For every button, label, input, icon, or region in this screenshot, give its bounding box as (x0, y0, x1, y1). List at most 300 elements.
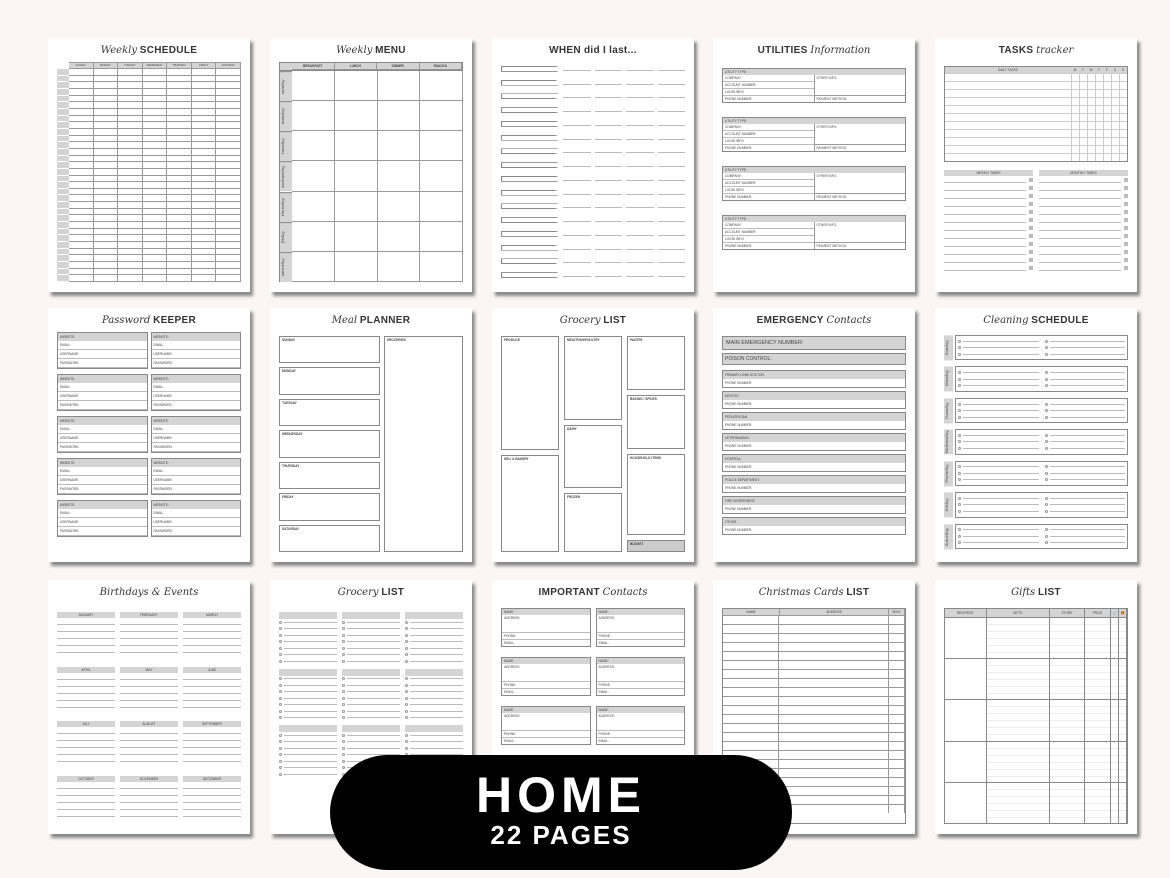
field-label: PASSWORD: (58, 485, 147, 494)
field-label: ADDRESS: (597, 713, 685, 731)
schedule-cell (216, 222, 241, 229)
task-line (1039, 242, 1121, 247)
event-line (120, 632, 178, 639)
event-line (120, 687, 178, 694)
check-cell (1095, 98, 1103, 105)
date-line (595, 67, 623, 71)
schedule-cell (118, 96, 143, 103)
column-header: GIFTS (987, 609, 1050, 617)
phone-label: PHONE NUMBER: (725, 507, 752, 511)
page-title (501, 586, 685, 604)
schedule-cell (118, 82, 143, 89)
checkbox (1029, 242, 1033, 246)
schedule-cell (192, 195, 217, 202)
item-line (410, 717, 463, 718)
schedule-cell (69, 76, 94, 83)
schedule-cell (167, 142, 192, 149)
daily-tasks-header: DAILY TASKS (998, 68, 1018, 72)
menu-cell (335, 71, 378, 101)
day-label: Monday (944, 366, 953, 391)
event-line (120, 646, 178, 653)
date-line (563, 163, 591, 167)
table-cell (779, 679, 889, 687)
schedule-cell (192, 176, 217, 183)
chore-line (1050, 441, 1126, 442)
table-cell (1111, 659, 1119, 699)
item-line (284, 635, 337, 636)
title-script: Gifts (1011, 587, 1036, 598)
date-line (626, 191, 654, 195)
table-cell (889, 760, 905, 768)
contact-label: DENTIST: (723, 392, 905, 400)
schedule-cell (192, 215, 217, 222)
field-label: EMAIL: (58, 467, 147, 476)
contact-label: POLICE DEPARTMENT: (723, 476, 905, 484)
event-line (183, 646, 241, 653)
field-label: PASSWORD: (152, 527, 241, 536)
schedule-cell (216, 142, 241, 149)
section-header (405, 725, 463, 732)
table-cell (889, 733, 905, 741)
task-tag (501, 176, 559, 182)
check-cell (1095, 154, 1103, 161)
check-cell (1079, 146, 1087, 153)
chore-line (963, 354, 1039, 355)
contact-block (501, 657, 591, 696)
schedule-cell (216, 189, 241, 196)
event-line (120, 789, 178, 796)
field-label: USERNAME: (58, 476, 147, 485)
field-label: PHONE NUMBER: (725, 97, 752, 101)
title-bold: WHEN did I last... (549, 45, 637, 56)
task-line (1039, 194, 1121, 199)
item-line (410, 685, 463, 686)
check-cell (1095, 122, 1103, 129)
field-label: NAME: (502, 707, 590, 713)
event-line (183, 734, 241, 741)
title-bold: TASKS (998, 45, 1034, 56)
event-line (120, 625, 178, 632)
schedule-cell (216, 149, 241, 156)
cell (280, 63, 292, 70)
cell (945, 146, 1071, 153)
item-line (410, 748, 463, 749)
groceries-label: GROCERIES (386, 338, 406, 342)
time-cell (57, 182, 69, 189)
event-line (57, 782, 115, 789)
checkbox (1124, 250, 1128, 254)
check-cell (1119, 106, 1127, 113)
checkbox (1029, 178, 1033, 182)
event-line (57, 748, 115, 755)
schedule-cell (118, 162, 143, 169)
field-label: COMPANY: (723, 173, 814, 180)
field-label: PHONE NUMBER: (725, 146, 752, 150)
table-cell (723, 625, 779, 633)
schedule-cell (69, 189, 94, 196)
table-cell (889, 616, 905, 624)
day-label: Thursday (944, 461, 953, 486)
field-label: LOGIN INFO: (723, 89, 814, 96)
checkbox (1124, 234, 1128, 238)
field-label: PAYMENT METHOD: (816, 195, 847, 199)
schedule-cell (216, 209, 241, 216)
item-line (410, 641, 463, 642)
schedule-cell (118, 89, 143, 96)
table-cell (1085, 783, 1111, 823)
schedule-cell (192, 189, 217, 196)
schedule-cell (143, 169, 168, 176)
schedule-cell (143, 209, 168, 216)
schedule-cell (216, 215, 241, 222)
field-label: USERNAME: (152, 392, 241, 401)
check-cell (1079, 138, 1087, 145)
chore-line (1050, 529, 1126, 530)
schedule-cell (143, 109, 168, 116)
schedule-cell (94, 149, 119, 156)
task-line (944, 258, 1026, 263)
phone-label: PHONE NUMBER: (725, 465, 752, 469)
contact-label: FIRE DEPARTMENT: (723, 497, 905, 505)
main-emergency-number: MAIN EMERGENCY NUMBER: (722, 336, 906, 350)
title-script: Grocery (559, 315, 601, 326)
table-cell (779, 706, 889, 714)
table-cell (1050, 618, 1085, 658)
task-tag (501, 272, 559, 278)
check-cell (1111, 138, 1119, 145)
task-tag (501, 231, 559, 237)
page-title (279, 44, 463, 62)
check-cell (1119, 146, 1127, 153)
chore-line (963, 372, 1039, 373)
checkbox (1124, 226, 1128, 230)
check-cell (1087, 146, 1095, 153)
event-line (183, 639, 241, 646)
task-line (1039, 266, 1121, 271)
field-label: USERNAME: (58, 350, 147, 359)
date-line (626, 259, 654, 263)
check-cell (1095, 90, 1103, 97)
section-header (279, 669, 337, 676)
schedule-cell (192, 82, 217, 89)
month-header: JANUARY (57, 612, 115, 618)
schedule-cell (216, 136, 241, 143)
day-header: T (1098, 68, 1100, 72)
check-cell (1111, 90, 1119, 97)
table-cell (1119, 783, 1127, 823)
table-cell (779, 661, 889, 669)
page-body (57, 604, 241, 824)
event-line (183, 618, 241, 625)
schedule-cell (143, 129, 168, 136)
check-cell (1119, 154, 1127, 161)
schedule-cell (143, 242, 168, 249)
table-cell (779, 787, 889, 795)
field-label: PASSWORD: (152, 485, 241, 494)
phone-label: PHONE NUMBER: (725, 444, 752, 448)
menu-cell (292, 71, 335, 101)
menu-cell (335, 101, 378, 131)
chore-line (1050, 354, 1126, 355)
chore-line (963, 404, 1039, 405)
phone-label: PHONE NUMBER: (725, 402, 752, 406)
check-cell (1079, 90, 1087, 97)
field-label: EMAIL: (152, 383, 241, 392)
field-label: EMAIL: (58, 509, 147, 518)
month-header: SEPTEMBER (183, 721, 241, 727)
day-header: T (1082, 68, 1084, 72)
task-tag (501, 135, 559, 141)
table-cell (945, 618, 987, 658)
time-cell (57, 162, 69, 169)
schedule-cell (216, 262, 241, 269)
table-cell (945, 659, 987, 699)
schedule-cell (118, 189, 143, 196)
password-block (151, 332, 242, 369)
field-label: COMPANY: (723, 124, 814, 131)
schedule-cell (118, 235, 143, 242)
task-line (1039, 234, 1121, 239)
chore-line (963, 347, 1039, 348)
event-line (57, 803, 115, 810)
check-cell (1071, 138, 1079, 145)
time-cell (57, 109, 69, 116)
check-cell (1111, 122, 1119, 129)
title-bold: MENU (375, 45, 406, 56)
schedule-cell (69, 129, 94, 136)
field-label: PHONE: (597, 633, 685, 640)
date-line (595, 177, 623, 181)
item-line (410, 698, 463, 699)
field-label: PASSWORD: (152, 401, 241, 410)
table-cell (1050, 700, 1085, 740)
date-line (563, 67, 591, 71)
menu-cell (420, 252, 463, 282)
item-line (410, 622, 463, 623)
event-line (120, 741, 178, 748)
schedule-cell (69, 162, 94, 169)
schedule-cell (216, 176, 241, 183)
menu-cell (292, 101, 335, 131)
page-title (722, 44, 906, 62)
date-line (658, 273, 686, 277)
schedule-cell (69, 102, 94, 109)
date-line (563, 177, 591, 181)
task-line (944, 234, 1026, 239)
menu-cell (420, 192, 463, 222)
title-bold: KEEPER (153, 315, 196, 326)
planner-page-birthdays (48, 580, 250, 834)
field-label: WEBSITE: (58, 417, 147, 425)
planner-page-lastdone (492, 38, 694, 292)
schedule-cell (118, 136, 143, 143)
checkbox (1124, 218, 1128, 222)
schedule-cell (143, 136, 168, 143)
schedule-cell (167, 269, 192, 276)
date-line (658, 204, 686, 208)
table-cell (723, 634, 779, 642)
checkbox (1029, 266, 1033, 270)
field-label: PHONE NUMBER: (725, 195, 752, 199)
schedule-cell (216, 109, 241, 116)
date-line (658, 122, 686, 126)
schedule-cell (94, 275, 119, 282)
menu-cell (292, 131, 335, 161)
chore-line (963, 341, 1039, 342)
event-line (183, 727, 241, 734)
check-cell (1111, 154, 1119, 161)
column-header: DINNER (377, 63, 420, 70)
item-line (284, 717, 337, 718)
field-label: PHONE: (502, 682, 590, 689)
field-label: PASSWORD: (58, 527, 147, 536)
title-script: Cleaning (983, 315, 1029, 326)
table-cell (723, 679, 779, 687)
title-bold: LIST (846, 587, 870, 598)
table-cell (889, 724, 905, 732)
chore-line (1050, 473, 1126, 474)
item-line (284, 628, 337, 629)
month-header: DECEMBER (183, 776, 241, 782)
check-cell (1103, 130, 1111, 137)
section-header (405, 669, 463, 676)
column-header: TUESDAY (118, 62, 143, 69)
table-cell (723, 661, 779, 669)
schedule-cell (167, 89, 192, 96)
item-line (347, 698, 400, 699)
schedule-cell (192, 96, 217, 103)
utility-block (722, 166, 906, 201)
task-line (944, 186, 1026, 191)
field-label: ACCOUNT NUMBER: (723, 229, 814, 236)
checkbox (1029, 186, 1033, 190)
time-cell (57, 136, 69, 143)
schedule-cell (216, 82, 241, 89)
check-cell (1087, 114, 1095, 121)
chore-line (1050, 404, 1126, 405)
date-line (658, 81, 686, 85)
section-label: BAKING / SPICES (630, 397, 657, 402)
schedule-cell (192, 249, 217, 256)
table-cell (723, 616, 779, 624)
schedule-cell (143, 82, 168, 89)
item-line (284, 754, 337, 755)
date-line (595, 273, 623, 277)
menu-cell (335, 161, 378, 191)
page-title (722, 586, 906, 604)
time-cell (57, 242, 69, 249)
menu-cell (335, 131, 378, 161)
table-cell (1085, 659, 1111, 699)
check-cell (1103, 74, 1111, 81)
menu-cell (420, 101, 463, 131)
item-line (347, 711, 400, 712)
column-header: FRIDAY (192, 62, 217, 69)
table-cell (1111, 618, 1119, 658)
schedule-cell (94, 269, 119, 276)
section-header (342, 612, 400, 619)
schedule-cell (192, 209, 217, 216)
utility-block (722, 68, 906, 103)
section-header (279, 612, 337, 619)
event-line (57, 755, 115, 762)
page-title (57, 314, 241, 332)
item-line (284, 691, 337, 692)
time-cell (57, 249, 69, 256)
field-label: PHONE: (502, 633, 590, 640)
field-label: EMAIL: (58, 341, 147, 350)
schedule-cell (167, 255, 192, 262)
event-line (183, 741, 241, 748)
table-cell (889, 679, 905, 687)
day-label: MONDAY (282, 369, 296, 374)
cell (945, 154, 1071, 161)
schedule-cell (118, 222, 143, 229)
day-label: friday (280, 222, 292, 252)
schedule-cell (167, 242, 192, 249)
field-label: EMAIL: (152, 467, 241, 476)
event-line (57, 810, 115, 817)
password-block (57, 416, 148, 453)
table-cell (987, 659, 1050, 699)
check-cell (1103, 82, 1111, 89)
schedule-cell (167, 136, 192, 143)
day-label: FRIDAY (282, 495, 294, 500)
password-block (57, 500, 148, 537)
schedule-cell (94, 89, 119, 96)
field-label: OTHER INFO: (815, 124, 906, 145)
date-line (658, 149, 686, 153)
schedule-cell (94, 182, 119, 189)
field-label: WEBSITE: (152, 501, 241, 509)
contact-block (501, 608, 591, 647)
table-cell (779, 670, 889, 678)
table-cell (987, 700, 1050, 740)
check-cell (1119, 82, 1127, 89)
event-line (57, 727, 115, 734)
column-header: RECIPIENT (945, 609, 987, 617)
checkbox (1029, 218, 1033, 222)
field-label: PHONE NUMBER: (725, 244, 752, 248)
table-cell (889, 769, 905, 777)
date-line (658, 218, 686, 222)
date-line (658, 177, 686, 181)
event-line (57, 625, 115, 632)
field-label: ACCOUNT NUMBER: (723, 180, 814, 187)
section-label: BUDGET (630, 541, 644, 546)
item-line (347, 717, 400, 718)
event-line (57, 680, 115, 687)
page-title (722, 314, 906, 332)
schedule-cell (94, 122, 119, 129)
check-cell (1095, 138, 1103, 145)
schedule-cell (167, 162, 192, 169)
event-line (183, 782, 241, 789)
field-label: ACCOUNT NUMBER: (723, 82, 814, 89)
chore-line (963, 536, 1039, 537)
schedule-cell (216, 122, 241, 129)
field-label: ADDRESS: (502, 615, 590, 633)
item-line (284, 704, 337, 705)
check-cell (1071, 98, 1079, 105)
schedule-cell (167, 262, 192, 269)
schedule-cell (192, 202, 217, 209)
date-line (595, 246, 623, 250)
schedule-cell (69, 96, 94, 103)
field-label: PAYMENT METHOD: (816, 97, 847, 101)
schedule-cell (94, 156, 119, 163)
schedule-cell (118, 76, 143, 83)
